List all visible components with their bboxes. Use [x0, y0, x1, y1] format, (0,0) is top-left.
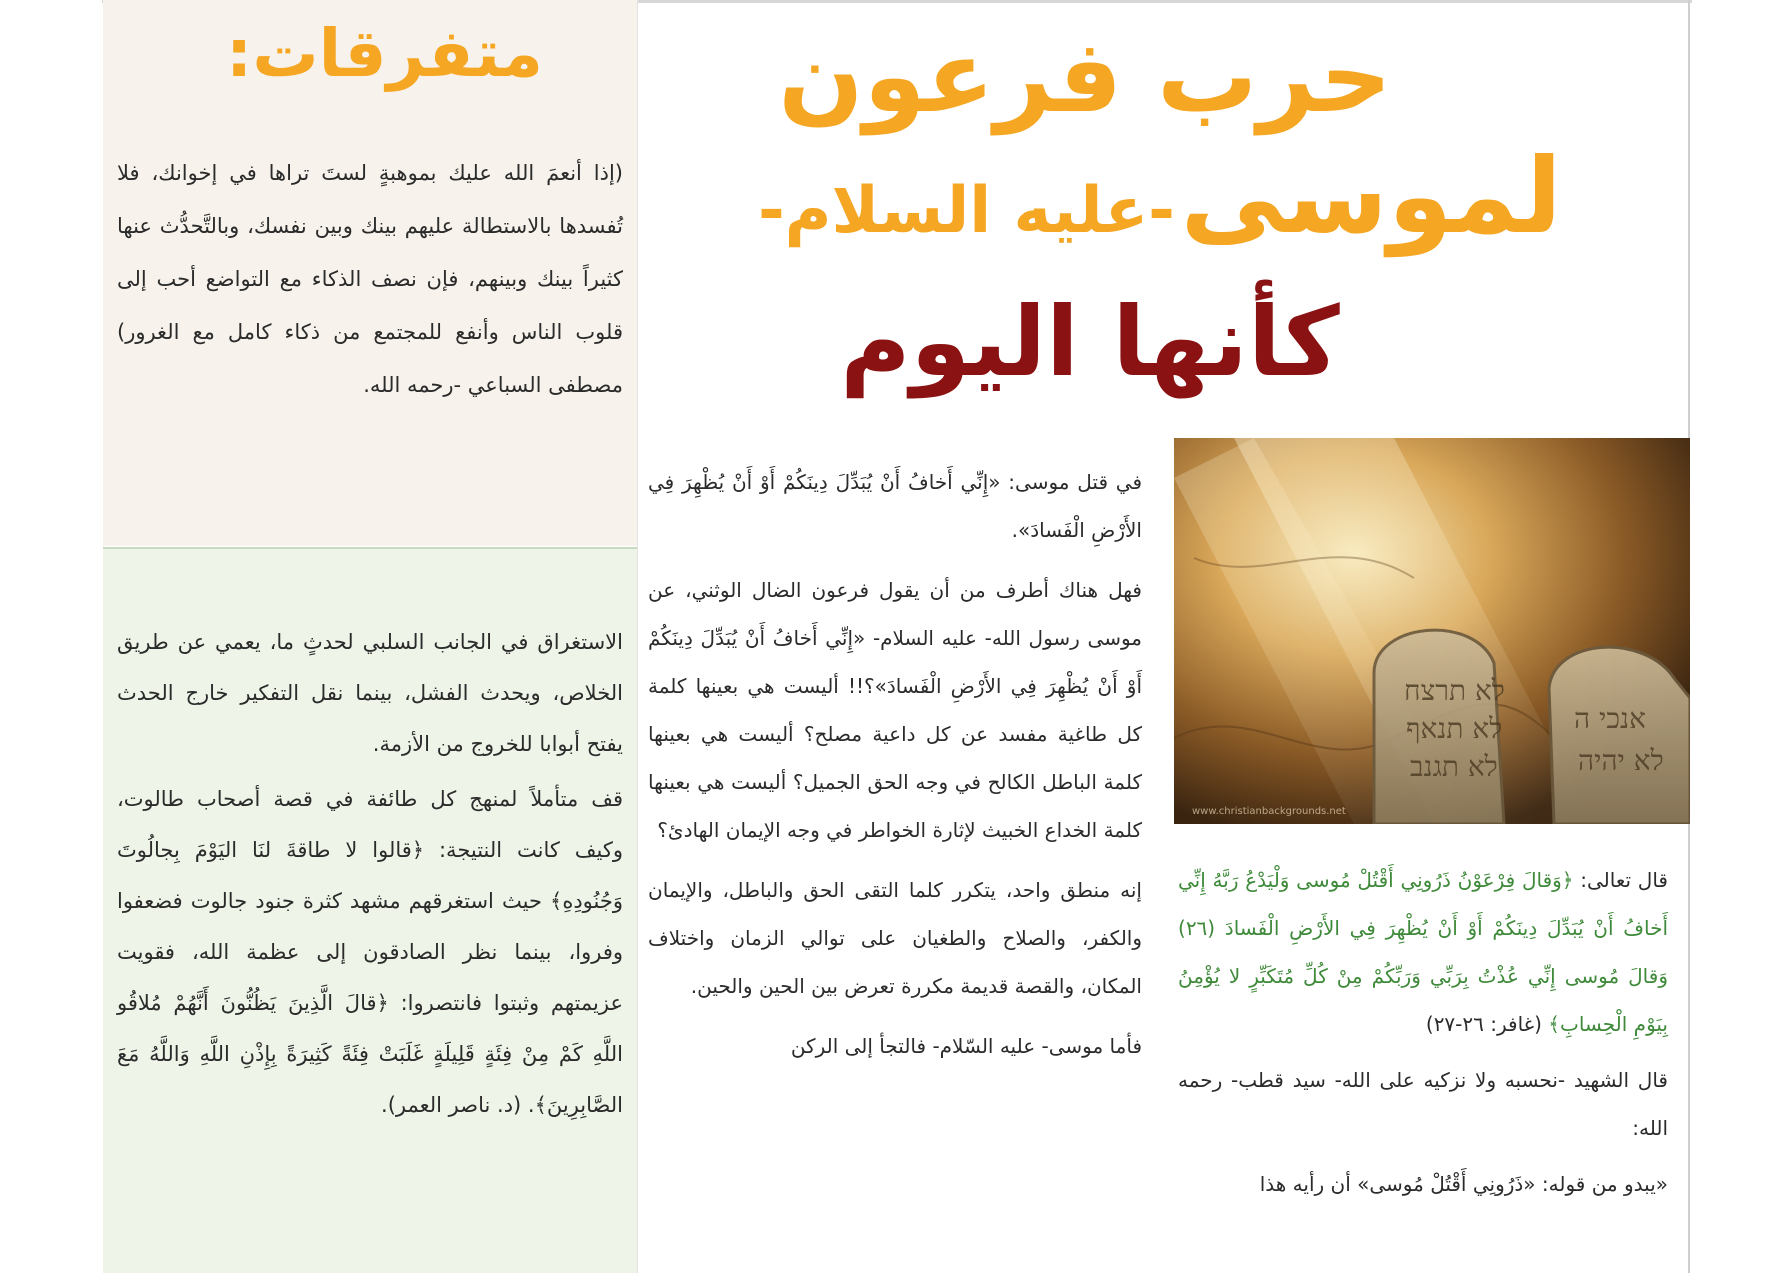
image-watermark: www.christianbackgrounds.net: [1192, 806, 1346, 817]
right-paragraph-2: قال الشهيد -نحسبه ولا نزكيه على الله- سيد قطب- رحمه الله:: [1178, 1068, 1668, 1140]
right-paragraph-1: [1178, 856, 1668, 1048]
sidebar-tip-paragraph-1: الاستغراق في الجانب السلبي لحدثٍ ما، يعمي عن طريق الخلاص، ويحدث الفشل، بينما نقل التفكير خارج الحدث يفتح أبوابا للخروج من الأزمة.: [117, 630, 623, 756]
headline-line-2: [640, 136, 1680, 287]
svg-text:לא תרצח: לא תרצח: [1404, 674, 1505, 707]
sidebar-misc-box: [103, 0, 637, 546]
sidebar-tips-box: [103, 547, 637, 1273]
middle-paragraph-4: فأما موسى- عليه السّلام- فالتجأ إلى الركن: [790, 1034, 1142, 1058]
quran-verse: ﴿وَقالَ فِرْعَوْنُ ذَرُونِي أَقْتُلْ مُوسى وَلْيَدْعُ رَبَّهُ إِنِّي أَخافُ أَنْ يُبَدِّلَ دِينَكُمْ أَوْ أَنْ يُظْهِرَ فِي الأَرْضِ الْفَسادَ (٢٦) وَقالَ مُوسى إِنِّي عُذْتُ بِرَبِّي وَرَبِّكُمْ مِنْ كُلِّ مُتَكَبِّرٍ لا يُؤْمِنُ بِيَوْمِ الْحِسابِ﴾: [1178, 868, 1668, 1036]
article-middle-column: [648, 458, 1142, 1082]
svg-text:לא תגנב: לא תגנב: [1410, 750, 1498, 783]
svg-text:לא יהיה: לא יהיה: [1578, 744, 1664, 777]
article-right-column: [1178, 856, 1668, 1216]
middle-paragraph-3: إنه منطق واحد، يتكرر كلما التقى الحق والباطل، والإيمان والكفر، والصلاح والطغيان على توالي الزمان واختلاف المكان، والقصة قديمة مكررة تعرض بين الحين والحين.: [648, 878, 1142, 998]
tablets-image: [1174, 438, 1690, 824]
verse-intro: قال تعالى:: [1573, 868, 1668, 892]
svg-text:לא תנאף: לא תנאף: [1406, 712, 1503, 745]
headline-line-3: كأنها اليوم: [840, 286, 1340, 398]
column-divider: [637, 0, 638, 1273]
sidebar-quote: (إذا أنعمَ الله عليك بموهبةٍ لستَ تراها في إخوانك، فلا تُفسدها بالاستطالة عليهم بينك وبين نفسك، وبالتَّحدُّث عنها كثيراً بينك وبينهم، فإن نصف الذكاء مع التواضع أحب إلى قلوب الناس وأنفع للمجتمع من ذكاء كامل مع الغرور) مصطفى السباعي -رحمه الله.: [117, 161, 623, 398]
headline-line-2-sub: -عليه السلام-: [758, 174, 1175, 248]
article-headline: [640, 18, 1680, 398]
svg-text:אנכי ה: אנכי ה: [1574, 702, 1646, 735]
page-margin: [0, 0, 102, 1273]
tablets-illustration: [1174, 438, 1690, 824]
middle-paragraph-1: في قتل موسى: «إِنِّي أَخافُ أَنْ يُبَدِّلَ دِينَكُمْ أَوْ أَنْ يُظْهِرَ فِي الأَرْضِ الْفَسادَ».: [648, 470, 1142, 542]
verse-reference: (غافر: ٢٦-٢٧): [1425, 1012, 1549, 1036]
sidebar-tip-paragraph-2: قف متأملاً لمنهج كل طائفة في قصة أصحاب طالوت، وكيف كانت النتيجة: ﴿قالوا لا طاقةَ لنَا اليَوْمَ بِجالُوتَ وَجُنُودِهِ﴾ حيث استغرقهم مشهد كثرة جنود جالوت فضعفوا وفروا، بينما نظر الصادقون إلى عظمة الله، فقويت عزيمتهم وثبتوا فانتصروا: ﴿قالَ الَّذِينَ يَظُنُّونَ أَنَّهُمْ مُلاقُو اللَّهِ كَمْ مِنْ فِئَةٍ قَلِيلَةٍ غَلَبَتْ فِئَةً كَثِيرَةً بِإِذْنِ اللَّهِ وَاللَّهُ مَعَ الصَّابِرِينَ﴾. (د. ناصر العمر).: [117, 787, 623, 1117]
headline-line-1: حرب فرعون: [778, 18, 1392, 135]
middle-paragraph-2: فهل هناك أطرف من أن يقول فرعون الضال الوثني، عن موسى رسول الله- عليه السلام- «إِنِّي أَخافُ أَنْ يُبَدِّلَ دِينَكُمْ أَوْ أَنْ يُظْهِرَ فِي الأَرْضِ الْفَسادَ»؟!! أليست هي بعينها كلمة كل طاغية مفسد عن كل داعية مصلح؟ أليست هي بعينها كلمة الباطل الكالح في وجه الحق الجميل؟ أليست هي بعينها كلمة الخداع الخبيث لإثارة الخواطر في وجه الإيمان الهادئ؟: [648, 578, 1142, 842]
sidebar-title: متفرقات:: [225, 15, 543, 92]
right-paragraph-3: «يبدو من قوله: «ذَرُونِي أَقْتُلْ مُوسى» أن رأيه هذا: [1259, 1172, 1668, 1196]
headline-line-2-main: لموسى: [1180, 135, 1562, 257]
stone-tablet-right: [1549, 647, 1690, 824]
stone-tablet-left: [1374, 630, 1505, 824]
